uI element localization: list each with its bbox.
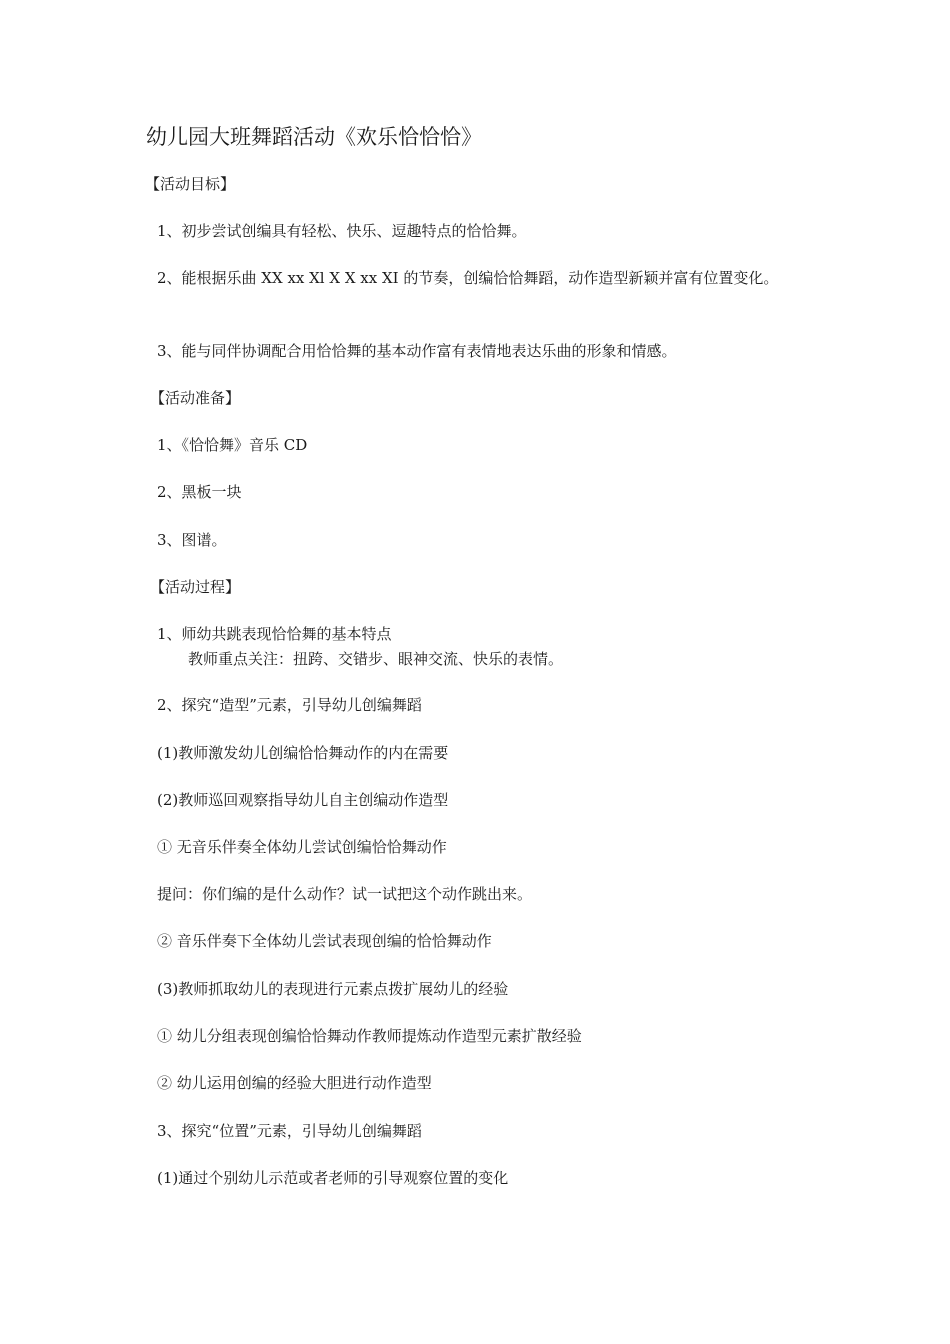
goal-item-3: 3、能与同伴协调配合用恰恰舞的基本动作富有表情地表达乐曲的形象和情感。: [157, 342, 677, 360]
section-heading-process: 【活动过程】: [150, 578, 241, 596]
process-step-2-sub-3: (3)教师抓取幼儿的表现进行元素点拨扩展幼儿的经验: [157, 980, 509, 998]
document-title: 幼儿园大班舞蹈活动《欢乐恰恰恰》: [146, 125, 482, 149]
section-heading-goals: 【活动目标】: [145, 175, 236, 193]
process-step-2: 2、探究“造型”元素，引导幼儿创编舞蹈: [157, 696, 422, 714]
process-step-1-note: 教师重点关注：扭跨、交错步、眼神交流、快乐的表情。: [188, 650, 564, 668]
process-step-2-sub-3-a: ① 幼儿分组表现创编恰恰舞动作教师提炼动作造型元素扩散经验: [157, 1027, 582, 1045]
process-step-2-sub-1: (1)教师激发幼儿创编恰恰舞动作的内在需要: [157, 744, 449, 762]
process-step-3: 3、探究“位置”元素，引导幼儿创编舞蹈: [157, 1122, 422, 1140]
goal-item-1: 1、初步尝试创编具有轻松、快乐、逗趣特点的恰恰舞。: [157, 222, 527, 240]
process-step-2-sub-2-b: ② 音乐伴奏下全体幼儿尝试表现创编的恰恰舞动作: [157, 932, 492, 950]
section-heading-preparation: 【活动准备】: [150, 389, 241, 407]
process-step-2-sub-2: (2)教师巡回观察指导幼儿自主创编动作造型: [157, 791, 449, 809]
prep-item-3: 3、图谱。: [157, 531, 227, 549]
process-step-2-question: 提问：你们编的是什么动作？试一试把这个动作跳出来。: [157, 885, 533, 903]
process-step-3-sub-1: (1)通过个别幼儿示范或者老师的引导观察位置的变化: [157, 1169, 509, 1187]
process-step-2-sub-3-b: ② 幼儿运用创编的经验大胆进行动作造型: [157, 1074, 432, 1092]
prep-item-1: 1、《恰恰舞》音乐 CD: [157, 436, 308, 454]
prep-item-2: 2、黑板一块: [157, 483, 242, 501]
process-step-1: 1、师幼共跳表现恰恰舞的基本特点: [157, 625, 392, 643]
goal-item-2: 2、能根据乐曲 XX xx Xl X X xx XI 的节奏，创编恰恰舞蹈，动作造型新颖并富有位置变化。: [157, 269, 779, 287]
process-step-2-sub-2-a: ① 无音乐伴奏全体幼儿尝试创编恰恰舞动作: [157, 838, 447, 856]
